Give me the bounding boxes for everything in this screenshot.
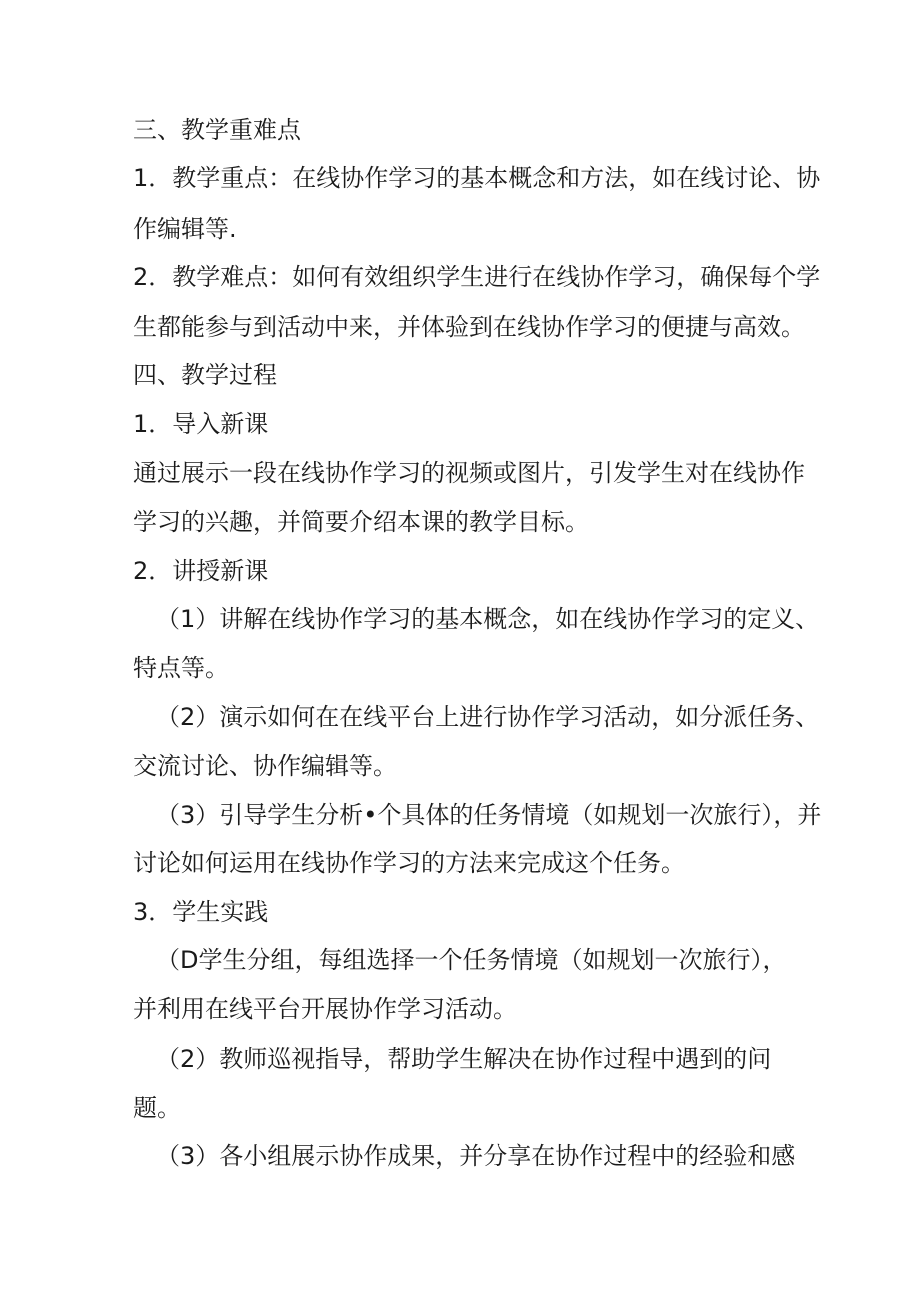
paragraph-line: 交流讨论、协作编辑等。 [133,752,397,780]
subsection-heading: 3．学生实践 [133,898,269,926]
list-item-line: （3）引导学生分析•个具体的任务情境（如规划一次旅行），并 [156,801,822,829]
list-item-line: （D学生分组，每组选择一个任务情境（如规划一次旅行）， [156,946,787,974]
paragraph-line: 1．教学重点：在线协作学习的基本概念和方法，如在线讨论、协 [133,164,821,192]
list-item-line: （2）教师巡视指导，帮助学生解决在协作过程中遇到的问 [156,1045,772,1073]
list-item-line: （3）各小组展示协作成果，并分享在协作过程中的经验和感 [156,1142,796,1170]
paragraph-line: 题。 [133,1094,181,1122]
paragraph-line: 作编辑等. [133,215,237,243]
paragraph-line: 2．教学难点：如何有效组织学生进行在线协作学习，确保每个学 [133,263,821,291]
paragraph-line: 生都能参与到活动中来，并体验到在线协作学习的便捷与高效。 [133,313,805,341]
subsection-heading: 2．讲授新课 [133,557,269,585]
list-item-line: （1）讲解在线协作学习的基本概念，如在线协作学习的定义、 [156,605,820,633]
paragraph-line: 讨论如何运用在线协作学习的方法来完成这个任务。 [133,849,685,877]
subsection-heading: 1．导入新课 [133,410,269,438]
paragraph-line: 并利用在线平台开展协作学习活动。 [133,995,517,1023]
paragraph-line: 通过展示一段在线协作学习的视频或图片，引发学生对在线协作 [133,459,805,487]
list-item-line: （2）演示如何在在线平台上进行协作学习活动，如分派任务、 [156,703,820,731]
paragraph-line: 特点等。 [133,654,229,682]
section-heading: 三、教学重难点 [133,116,301,144]
paragraph-line: 学习的兴趣，并简要介绍本课的教学目标。 [133,508,589,536]
section-heading: 四、教学过程 [133,361,277,389]
